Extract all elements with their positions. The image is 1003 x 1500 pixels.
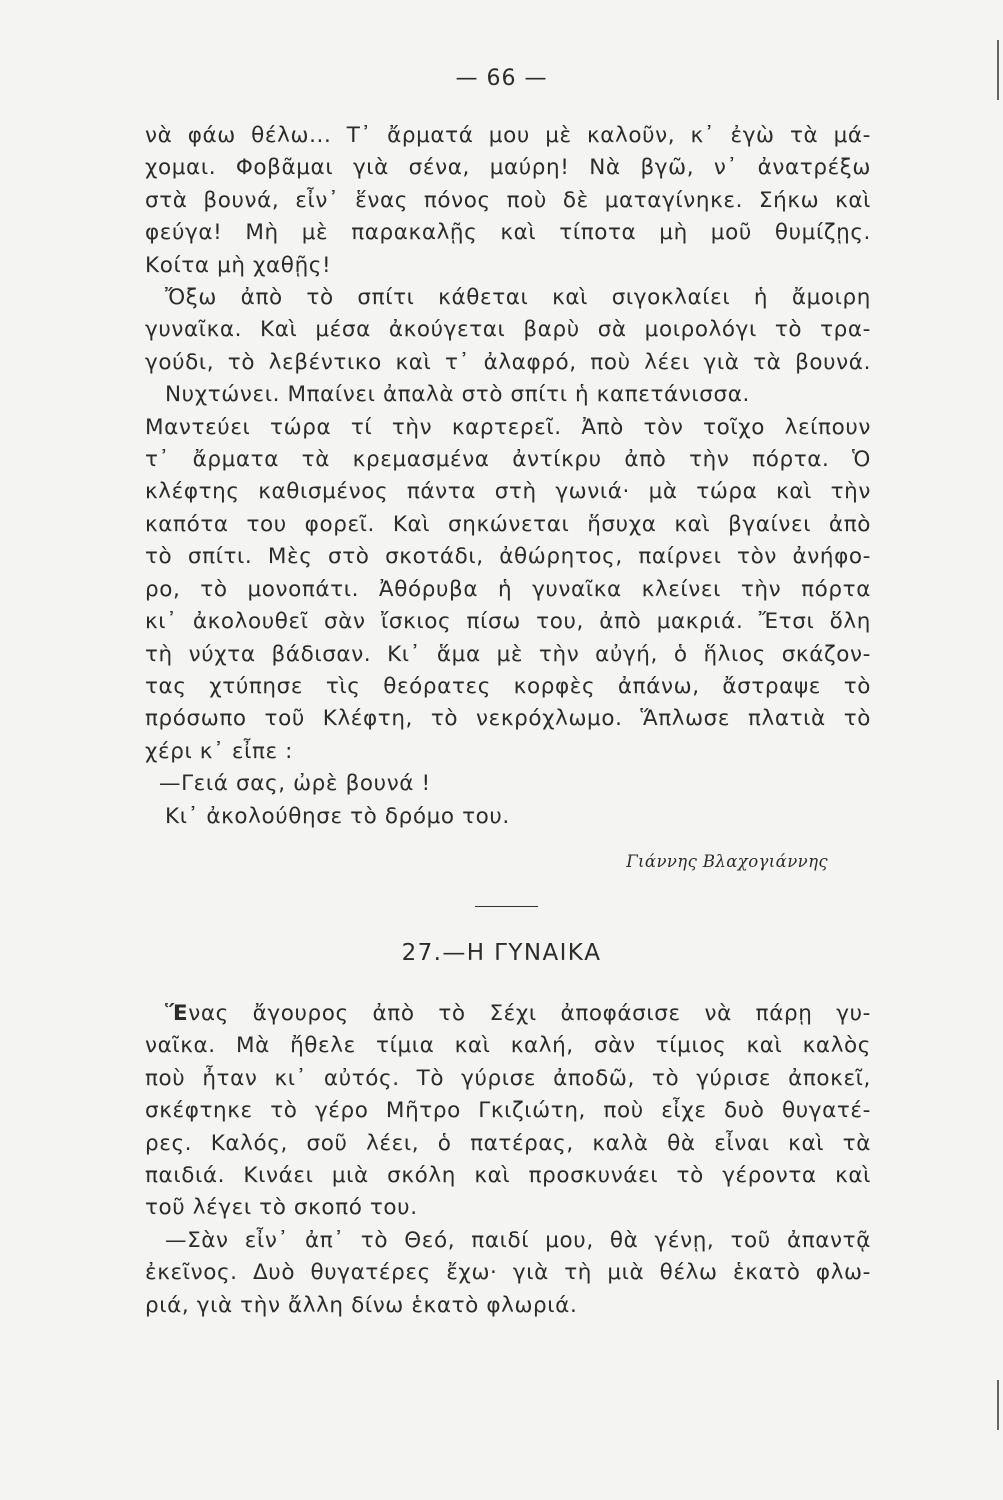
text-line: ρες. Καλός, σοῦ λέει, ὁ πατέρας, καλὰ θὰ εἶναι καὶ τὰ (145, 1130, 871, 1156)
text-line: νὰ φάω θέλω... Τ᾿ ἄρματά μου μὲ καλοῦν, κ᾿ ἐγὼ τὰ μά- (145, 123, 871, 148)
text-line: παιδιά. Κινάει μιὰ σκόλη καὶ προσκυνάει τὸ γέροντα καὶ (145, 1163, 871, 1189)
text-line: τὸ σπίτι. Μὲς στὸ σκοτάδι, ἀθώρητος, παίρνει τὸν ἀνήφο- (145, 544, 871, 570)
scan-edge-mark (997, 40, 999, 100)
page-number: — 66 — (455, 66, 548, 91)
first-line-rest: νας ἄγουρος ἀπὸ τὸ Σέχι ἀποφάσισε νὰ πάρῃ γυ- (188, 1001, 871, 1026)
text-line: ρο, τὸ μονοπάτι. Ἀθόρυβα ἡ γυναῖκα κλείνει τὴν πόρτα (145, 576, 871, 602)
drop-initial: Ἕ (165, 1001, 189, 1026)
text-line: χομαι. Φοβᾶμαι γιὰ σένα, μαύρη! Νὰ βγῶ, ν᾿ ἀνατρέξω (145, 155, 871, 181)
section-title: 27.—Η ΓΥΝΑΙΚΑ (401, 940, 602, 966)
text-line: Μαντεύει τώρα τί τὴν καρτερεῖ. Ἀπὸ τὸν τοῖχο λείπουν (145, 414, 871, 440)
paragraph-first-line: Κι᾿ ἀκολούθησε τὸ δρόμο του. (165, 803, 510, 829)
dialogue-line: —Γειά σας, ὠρὲ βουνά ! (159, 771, 431, 797)
text-line: τας χτύπησε τὶς θεόρατες κορφὲς ἀπάνω, ἄστραψε τὸ (145, 673, 871, 699)
paragraph-first-line: Ὄξω ἀπὸ τὸ σπίτι κάθεται καὶ σιγοκλαίει ἡ ἄμοιρη (165, 285, 871, 311)
text-line: φεύγα! Μὴ μὲ παρακαλῇς καὶ τίποτα μὴ μοῦ θυμίζῃς. (145, 220, 871, 246)
scan-edge-mark (997, 1380, 999, 1430)
text-line: ναῖκα. Μὰ ἤθελε τίμια καὶ καλή, σὰν τίμιος καὶ καλὸς (145, 1033, 871, 1059)
text-line: τ᾿ ἄρματα τὰ κρεμασμένα ἀντίκρυ ἀπὸ τὴν πόρτα. Ὁ (145, 447, 871, 473)
text-line: καπότα του φορεῖ. Καὶ σηκώνεται ἥσυχα καὶ βγαίνει ἀπὸ (145, 511, 871, 537)
text-line: κλέφτης καθισμένος πάντα στὴ γωνιά· μὰ τώρα καὶ τὴν (145, 479, 871, 505)
text-line: ποὺ ἦταν κι᾿ αὐτός. Τὸ γύρισε ἀποδῶ, τὸ γύρισε ἀποκεῖ, (145, 1065, 871, 1091)
author-signature: Γιάννης Βλαχογιάννης (626, 852, 828, 871)
text-line: πρόσωπο τοῦ Κλέφτη, τὸ νεκρόχλωμο. Ἅπλωσε πλατιὰ τὸ (145, 706, 871, 732)
paragraph-first-line: Νυχτώνει. Μπαίνει ἀπαλὰ στὸ σπίτι ἡ καπετάνισσα. (165, 382, 750, 408)
text-line: τὴ νύχτα βάδισαν. Κι᾿ ἅμα μὲ τὴν αὐγή, ὁ ἥλιος σκάζον- (145, 641, 871, 667)
text-line: κι᾿ ἀκολουθεῖ σὰν ἴσκιος πίσω του, ἀπὸ μακριά. Ἔτσι ὅλη (145, 609, 871, 635)
dialogue-line: —Σὰν εἶν᾿ ἀπ᾿ τὸ Θεό, παιδί μου, θὰ γένῃ, τοῦ ἀπαντᾷ (165, 1227, 871, 1253)
story-text (145, 998, 871, 1322)
text-line: στὰ βουνά, εἶν᾿ ἕνας πόνος ποὺ δὲ ματαγίνηκε. Σήκω καὶ (145, 187, 871, 213)
text-line: γυναῖκα. Καὶ μέσα ἀκούγεται βαρὺ σὰ μοιρολόγι τὸ τρα- (145, 317, 871, 343)
text-line: Κοίτα μὴ χαθῇς! (145, 252, 332, 278)
text-line: σκέφτηκε τὸ γέρο Μῆτρο Γκιζιώτη, ποὺ εἶχε δυὸ θυγατέ- (145, 1098, 871, 1124)
text-line: χέρι κ᾿ εἶπε : (145, 738, 293, 764)
text-line: ἐκεῖνος. Δυὸ θυγατέρες ἔχω· γιὰ τὴ μιὰ θέλω ἑκατὸ φλω- (145, 1260, 871, 1286)
paragraph-first-line (145, 998, 871, 1030)
text-line: ριά, γιὰ τὴν ἄλλη δίνω ἑκατὸ φλωριά. (145, 1292, 578, 1318)
text-line: γούδι, τὸ λεβέντικο καὶ τ᾿ ἀλαφρό, ποὺ λέει γιὰ τὰ βουνά. (145, 349, 871, 375)
section-divider (475, 906, 538, 907)
text-line: τοῦ λέγει τὸ σκοπό του. (145, 1195, 418, 1221)
story-text (145, 120, 871, 833)
